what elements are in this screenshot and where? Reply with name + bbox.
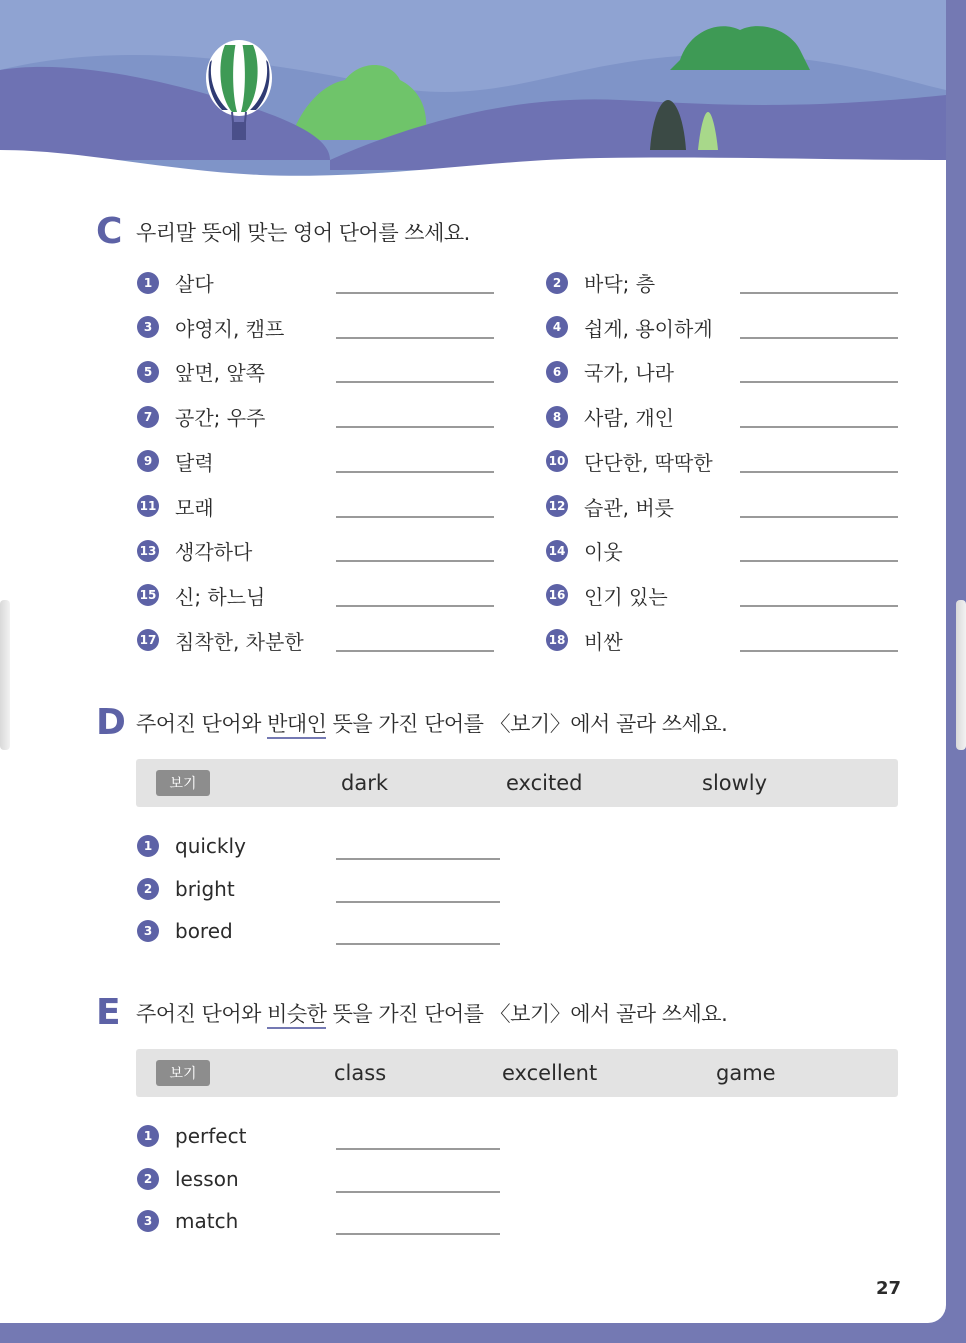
answer-blank[interactable] — [740, 560, 898, 562]
section-d-heading — [96, 702, 728, 743]
item-number-badge: 17 — [137, 629, 159, 651]
exercise-item — [137, 402, 265, 431]
item-number-badge: 5 — [137, 361, 159, 383]
answer-blank[interactable] — [336, 650, 494, 652]
item-prompt: 야영지, 캠프 — [175, 316, 285, 341]
page-number: 27 — [876, 1278, 902, 1299]
item-number-badge: 1 — [137, 272, 159, 294]
answer-blank[interactable] — [740, 605, 898, 607]
item-number-badge: 2 — [137, 878, 159, 900]
item-number-badge: 2 — [546, 272, 568, 294]
item-prompt: 신; 하느님 — [175, 584, 266, 609]
exercise-item — [546, 581, 668, 610]
exercise-item — [137, 1124, 246, 1148]
item-number-badge: 6 — [546, 361, 568, 383]
item-number-badge: 2 — [137, 1168, 159, 1190]
answer-blank[interactable] — [336, 1148, 500, 1150]
exercise-item — [137, 492, 214, 521]
item-prompt: match — [175, 1209, 239, 1233]
item-prompt: 달력 — [175, 450, 214, 475]
item-prompt: 습관, 버릇 — [584, 495, 674, 520]
item-prompt: 단단한, 딱딱한 — [584, 450, 713, 475]
exercise-item — [137, 1209, 238, 1233]
item-prompt: perfect — [175, 1124, 247, 1148]
answer-blank[interactable] — [740, 516, 898, 518]
answer-blank[interactable] — [336, 901, 500, 903]
exercise-item — [137, 581, 265, 610]
exercise-item — [546, 447, 713, 476]
item-prompt: 생각하다 — [175, 540, 253, 565]
option-word: excited — [506, 771, 583, 795]
answer-blank[interactable] — [336, 337, 494, 339]
word-box — [136, 759, 898, 807]
item-prompt: 비싼 — [584, 629, 623, 654]
option-word: slowly — [702, 771, 768, 795]
item-prompt: 이웃 — [584, 540, 623, 565]
item-prompt: lesson — [175, 1166, 239, 1191]
exercise-item — [137, 357, 265, 386]
exercise-item — [546, 268, 655, 297]
exercise-item — [137, 1167, 239, 1191]
item-prompt: 쉽게, 용이하게 — [584, 316, 713, 341]
section-c-heading — [96, 211, 470, 252]
section-letter: D — [96, 702, 126, 743]
word-box — [136, 1049, 898, 1097]
answer-blank[interactable] — [336, 858, 500, 860]
answer-blank[interactable] — [740, 337, 898, 339]
page-edge-tab — [956, 600, 966, 750]
keyword-underlined: 비슷한 — [267, 1002, 326, 1029]
answer-blank[interactable] — [336, 426, 494, 428]
exercise-item — [137, 626, 304, 655]
exercise-item — [546, 402, 674, 431]
exercise-item — [546, 626, 623, 655]
exercise-item — [546, 357, 674, 386]
section-instruction: 주어진 단어와 비슷한 뜻을 가진 단어를 〈보기〉에서 골라 쓰세요. — [136, 998, 727, 1028]
exercise-item — [546, 536, 623, 565]
item-number-badge: 18 — [546, 629, 568, 651]
item-prompt: quickly — [175, 834, 246, 858]
item-prompt: 바닥; 층 — [584, 272, 656, 296]
item-prompt: 침착한, 차분한 — [175, 629, 304, 654]
item-number-badge: 7 — [137, 406, 159, 428]
answer-blank[interactable] — [336, 1233, 500, 1235]
item-number-badge: 9 — [137, 450, 159, 472]
answer-blank[interactable] — [740, 471, 898, 473]
box-label: 보기 — [156, 770, 210, 796]
exercise-item — [137, 834, 246, 858]
exercise-item — [137, 919, 233, 943]
box-label: 보기 — [156, 1060, 210, 1086]
item-number-badge: 14 — [546, 540, 568, 562]
answer-blank[interactable] — [336, 381, 494, 383]
section-e-heading — [96, 992, 728, 1033]
answer-blank[interactable] — [336, 605, 494, 607]
item-number-badge: 3 — [137, 920, 159, 942]
answer-blank[interactable] — [740, 381, 898, 383]
exercise-item — [137, 313, 284, 342]
answer-blank[interactable] — [336, 292, 494, 294]
answer-blank[interactable] — [336, 471, 494, 473]
item-prompt: 앞면, 앞쪽 — [175, 361, 265, 386]
item-number-badge: 3 — [137, 1210, 159, 1232]
exercise-item — [546, 492, 674, 521]
item-prompt: bored — [175, 919, 233, 943]
item-prompt: 모래 — [175, 495, 214, 520]
exercise-item — [137, 268, 214, 297]
option-word: game — [716, 1061, 776, 1085]
item-number-badge: 15 — [137, 584, 159, 606]
answer-blank[interactable] — [336, 560, 494, 562]
item-number-badge: 1 — [137, 1125, 159, 1147]
section-letter: C — [96, 211, 123, 252]
exercise-item — [546, 313, 713, 342]
answer-blank[interactable] — [336, 943, 500, 945]
page-edge-tab — [0, 600, 10, 750]
item-prompt: 인기 있는 — [584, 584, 668, 609]
exercise-item — [137, 877, 235, 901]
item-number-badge: 10 — [546, 450, 568, 472]
keyword-underlined: 반대인 — [267, 712, 326, 739]
section-instruction: 주어진 단어와 반대인 뜻을 가진 단어를 〈보기〉에서 골라 쓰세요. — [136, 708, 727, 738]
item-prompt: 사람, 개인 — [584, 406, 674, 431]
item-number-badge: 12 — [546, 495, 568, 517]
answer-blank[interactable] — [740, 426, 898, 428]
option-word: class — [334, 1061, 387, 1085]
answer-blank[interactable] — [336, 1191, 500, 1193]
section-instruction: 우리말 뜻에 맞는 영어 단어를 쓰세요. — [136, 221, 470, 245]
exercise-item — [137, 536, 252, 565]
option-word: excellent — [502, 1061, 598, 1085]
answer-blank[interactable] — [740, 292, 898, 294]
option-word: dark — [341, 771, 388, 795]
item-number-badge: 8 — [546, 406, 568, 428]
section-letter: E — [96, 992, 121, 1033]
item-prompt: bright — [175, 876, 235, 901]
item-number-badge: 11 — [137, 495, 159, 517]
item-number-badge: 1 — [137, 835, 159, 857]
landscape-illustration — [0, 0, 946, 200]
item-prompt: 공간; 우주 — [175, 406, 266, 431]
item-number-badge: 4 — [546, 316, 568, 338]
item-prompt: 국가, 나라 — [584, 361, 674, 386]
answer-blank[interactable] — [336, 516, 494, 518]
answer-blank[interactable] — [740, 650, 898, 652]
item-number-badge: 16 — [546, 584, 568, 606]
exercise-item — [137, 447, 214, 476]
item-prompt: 살다 — [175, 272, 214, 296]
item-number-badge: 13 — [137, 540, 159, 562]
item-number-badge: 3 — [137, 316, 159, 338]
